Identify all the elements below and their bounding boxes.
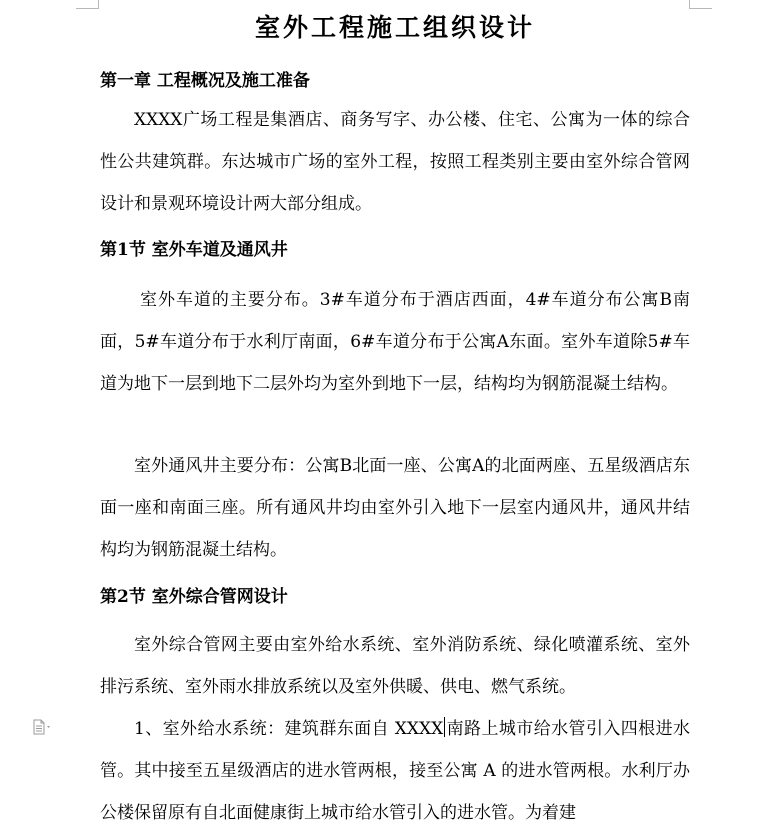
chapter-heading: 第一章 工程概况及施工准备 (100, 71, 310, 91)
section-2-heading: 第2节 室外综合管网设计 (100, 587, 288, 607)
page-corner-mark-right (689, 0, 712, 9)
intro-paragraph: XXXX广场工程是集酒店、商务写字、办公楼、住宅、公寓为一体的综合性公共建筑群。东达城市广场的室外工程，按照工程类别主要由室外综合管网设计和景观环境设计两大部分组成。 (100, 110, 690, 214)
paragraph-options-icon[interactable] (32, 719, 54, 735)
section-1-paragraph-2: 室外通风井主要分布：公寓B北面一座、公寓A的北面两座、五星级酒店东面一座和南面三座。所有通风井均由室外引入地下一层室内通风井，通风井结构均为钢筋混凝土结构。 (100, 456, 690, 560)
page-corner-mark-left (76, 0, 99, 9)
section-2-paragraph-1: 室外综合管网主要由室外给水系统、室外消防系统、绿化喷灌系统、室外排污系统、室外雨水排放系统以及室外供暖、供电、燃气系统。 (100, 635, 690, 697)
section-1-heading: 第1节 室外车道及通风井 (100, 240, 288, 260)
section-1-paragraph-1: 室外车道的主要分布。3#车道分布于酒店西面，4#车道分布公寓B南面，5#车道分布于水利厅南面，6#车道分布于公寓A东面。室外车道除5#车道为地下一层到地下二层外均为室外到地下一层，结构均为钢筋混凝土结构。 (100, 290, 690, 394)
paragraph-text-before-cursor: 1、室外给水系统：建筑群东面自 XXXX (134, 719, 444, 739)
document-title: 室外工程施工组织设计 (254, 13, 535, 42)
paragraph-text-after-cursor: 南路上城市给水管引入四根进水管。其中接至五星级酒店的进水管两根，接至公寓 A 的进水管两根。水利厅办公楼保留原有自北面健康街上城市给水管引入的进水管。为着建 (100, 719, 691, 823)
section-2-paragraph-2[interactable] (100, 708, 690, 834)
